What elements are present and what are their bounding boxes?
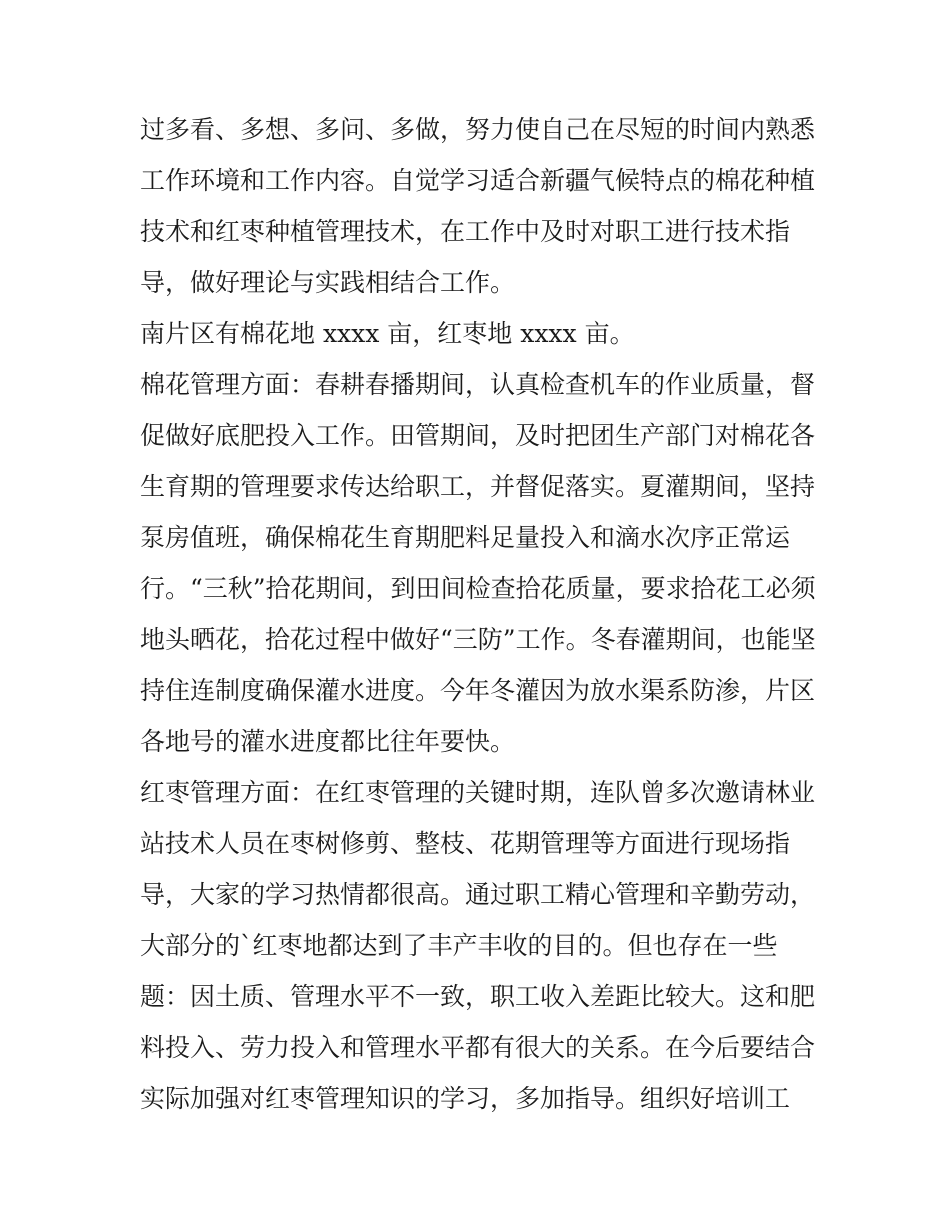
text-line: 红枣管理方面：在红枣管理的关键时期，连队曾多次邀请林业 — [140, 778, 816, 807]
text-line: 生育期的管理要求传达给职工，并督促落实。夏灌期间，坚持 — [140, 472, 816, 501]
text-line: 地头晒花，拾花过程中做好“三防”工作。冬春灌期间，也能坚 — [140, 625, 816, 654]
text-line: 促做好底肥投入工作。田管期间，及时把团生产部门对棉花各 — [140, 421, 816, 450]
text-line: 南片区有棉花地 xxxx 亩，红枣地 xxxx 亩。 — [140, 319, 635, 348]
text-line: 题：因土质、管理水平不一致，职工收入差距比较大。这和肥 — [140, 982, 816, 1011]
text-line: 导，大家的学习热情都很高。通过职工精心管理和辛勤劳动， — [140, 880, 816, 909]
text-line: 持住连制度确保灌水进度。今年冬灌因为放水渠系防渗，片区 — [140, 676, 816, 705]
text-line: 导，做好理论与实践相结合工作。 — [140, 268, 516, 297]
text-line: 技术和红枣种植管理技术，在工作中及时对职工进行技术指 — [140, 217, 791, 246]
text-line: 过多看、多想、多问、多做，努力使自己在尽短的时间内熟悉 — [140, 115, 816, 144]
text-line: 大部分的`红枣地都达到了丰产丰收的目的。但也存在一些 — [140, 931, 778, 960]
text-line: 工作环境和工作内容。自觉学习适合新疆气候特点的棉花种植 — [140, 166, 816, 195]
text-line: 行。“三秋”拾花期间，到田间检查拾花质量，要求拾花工必须 — [140, 574, 816, 603]
text-line: 泵房值班，确保棉花生育期肥料足量投入和滴水次序正常运 — [140, 523, 791, 552]
text-line: 各地号的灌水进度都比往年要快。 — [140, 727, 516, 756]
text-line: 站技术人员在枣树修剪、整枝、花期管理等方面进行现场指 — [140, 829, 791, 858]
text-line: 料投入、劳力投入和管理水平都有很大的关系。在今后要结合 — [140, 1033, 816, 1062]
body-text — [140, 104, 820, 1124]
text-line: 实际加强对红枣管理知识的学习，多加指导。组织好培训工 — [140, 1084, 791, 1113]
text-line: 棉花管理方面：春耕春播期间，认真检查机车的作业质量，督 — [140, 370, 816, 399]
